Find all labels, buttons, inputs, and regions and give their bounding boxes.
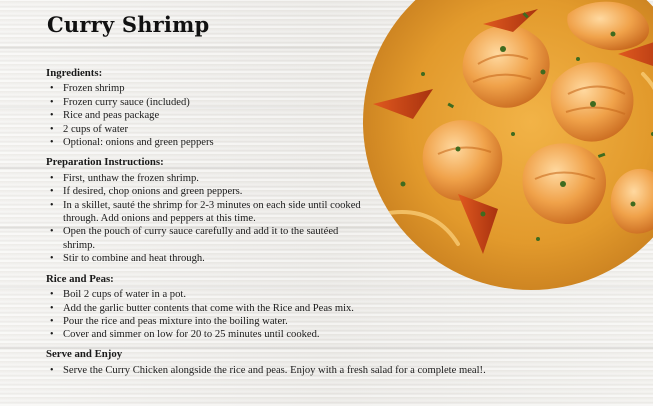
recipe-title: Curry Shrimp: [47, 12, 210, 37]
serve-list: [46, 364, 566, 377]
preparation-heading: Preparation Instructions:: [46, 156, 164, 169]
list-item: • Frozen shrimp: [63, 82, 566, 95]
serve-heading: Serve and Enjoy: [46, 347, 123, 360]
list-item: • Serve the Curry Chicken alongside the rice and peas. Enjoy with a fresh salad for a complete meal!.: [63, 364, 566, 377]
list-item: • Open the pouch of curry sauce carefully and add it to the sautéed shrimp.: [63, 225, 373, 252]
list-item: • Pour the rice and peas mixture into the boiling water.: [63, 315, 566, 328]
list-item: • Boil 2 cups of water in a pot.: [63, 288, 566, 301]
list-item: • 2 cups of water: [63, 123, 566, 136]
list-item: • If desired, chop onions and green peppers.: [63, 185, 566, 198]
list-item: • Cover and simmer on low for 20 to 25 minutes until cooked.: [63, 328, 566, 341]
rice-peas-list: [46, 288, 566, 342]
list-item: • Stir to combine and heat through.: [63, 252, 566, 265]
list-item: • In a skillet, sauté the shrimp for 2-3 minutes on each side until cooked through. Add onions and peppers at this time.: [63, 199, 363, 226]
rice-peas-heading: Rice and Peas:: [46, 272, 114, 285]
list-item: • First, unthaw the frozen shrimp.: [63, 172, 566, 185]
ingredients-heading: Ingredients:: [46, 67, 103, 79]
list-item: • Optional: onions and green peppers: [63, 136, 566, 149]
list-item: • Rice and peas package: [63, 109, 566, 122]
list-item: • Add the garlic butter contents that come with the Rice and Peas mix.: [63, 302, 566, 315]
list-item: • Frozen curry sauce (included): [63, 96, 566, 109]
serve-section: [46, 348, 566, 378]
